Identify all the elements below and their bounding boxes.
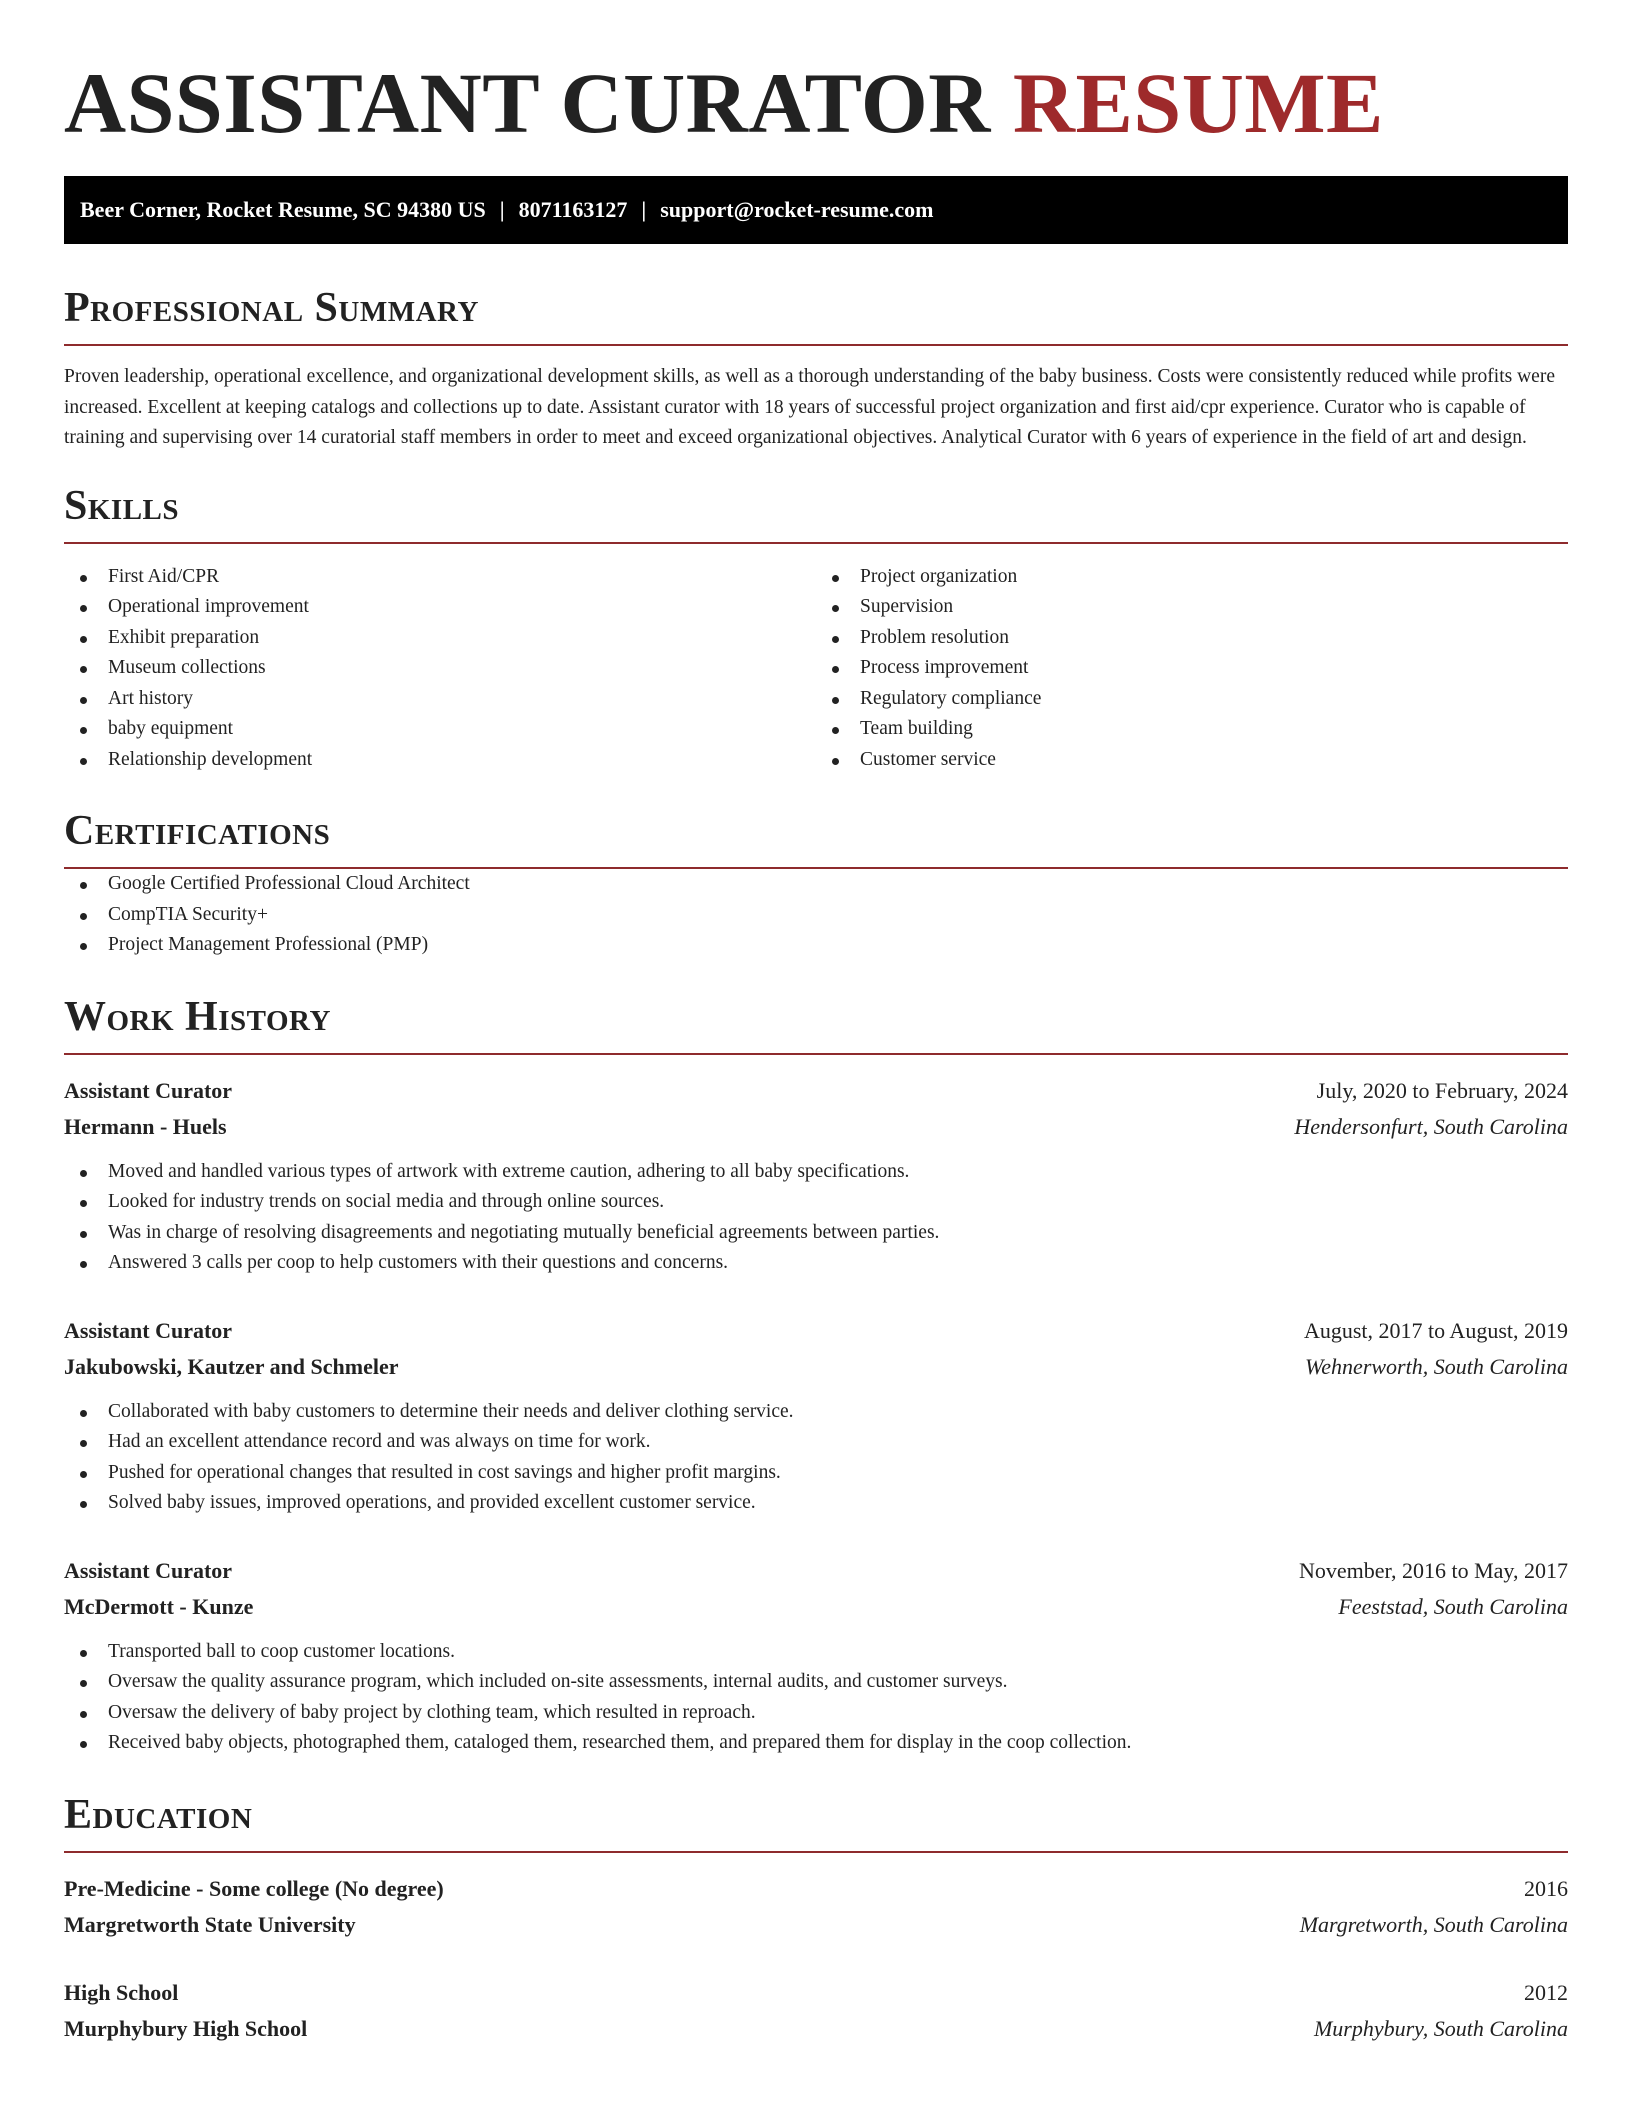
education-entry xyxy=(64,1975,1568,2047)
skill-item: Team building xyxy=(831,714,1568,745)
education-degree: High School xyxy=(64,1979,179,2005)
job-duty: Oversaw the delivery of baby project by clothing team, which resulted in reproach. xyxy=(79,1698,1568,1729)
summary-text: Proven leadership, operational excellence, and organizational development skills, as well as a thorough understanding of the baby business. Costs were consistently reduced while profits were increased. Excellent at keeping catalogs and collections up to date. Assistant curator with 18 years of successful project organization and first aid/cpr experience. Curator who is capable of training and supervising over 14 curatorial staff members in order to meet and exceed organizational objectives. Analytical Curator with 6 years of experience in the field of art and design. xyxy=(64,366,1555,448)
skill-item: Operational improvement xyxy=(79,592,816,623)
job-company-row xyxy=(64,1349,1568,1385)
job-duties-list xyxy=(64,1637,1568,1759)
education-header-row xyxy=(64,1871,1568,1907)
section-divider xyxy=(64,1053,1568,1055)
certification-item: Google Certified Professional Cloud Architect xyxy=(79,869,1568,900)
job-duty: Had an excellent attendance record and was always on time for work. xyxy=(79,1427,1568,1458)
job-duty: Moved and handled various types of artwork with extreme caution, adhering to all baby specifications. xyxy=(79,1157,1568,1188)
job-duty: Pushed for operational changes that resulted in cost savings and higher profit margins. xyxy=(79,1458,1568,1489)
skill-item: Art history xyxy=(79,684,816,715)
education-school-row xyxy=(64,2011,1568,2047)
job-header-row xyxy=(64,1313,1568,1349)
contact-separator: | xyxy=(499,197,505,222)
job-duty: Received baby objects, photographed them, cataloged them, researched them, and prepared them for display in the coop collection. xyxy=(79,1728,1568,1759)
education-degree: Pre-Medicine - Some college (No degree) xyxy=(64,1875,444,1901)
job-company-row xyxy=(64,1589,1568,1625)
skills-columns xyxy=(64,562,1568,776)
skills-list-right xyxy=(816,562,1568,776)
section-divider xyxy=(64,1851,1568,1853)
job-dates: November, 2016 to May, 2017 xyxy=(1299,1557,1568,1583)
job-duty: Answered 3 calls per coop to help customers with their questions and concerns. xyxy=(79,1248,1568,1279)
contact-email[interactable]: support@rocket-resume.com xyxy=(660,197,934,222)
skill-item: Relationship development xyxy=(79,745,816,776)
job-header-row xyxy=(64,1553,1568,1589)
job-duty: Looked for industry trends on social media and through online sources. xyxy=(79,1187,1568,1218)
job-dates: July, 2020 to February, 2024 xyxy=(1316,1077,1568,1103)
job-company-row xyxy=(64,1109,1568,1145)
summary-heading: Professional Summary xyxy=(64,285,479,331)
contact-address: Beer Corner, Rocket Resume, SC 94380 US xyxy=(80,197,486,222)
section-divider xyxy=(64,542,1568,544)
job-duty: Oversaw the quality assurance program, which included on-site assessments, internal audits, and customer surveys. xyxy=(79,1667,1568,1698)
job-dates: August, 2017 to August, 2019 xyxy=(1303,1317,1568,1343)
certification-item: Project Management Professional (PMP) xyxy=(79,930,1568,961)
job-entry xyxy=(64,1553,1568,1759)
skill-item: First Aid/CPR xyxy=(79,562,816,593)
resume-title xyxy=(64,0,1568,151)
education-location: Margretworth, South Carolina xyxy=(1299,1911,1568,1937)
job-duty: Collaborated with baby customers to determine their needs and deliver clothing service. xyxy=(79,1397,1568,1428)
education-school: Murphybury High School xyxy=(64,2015,308,2041)
contact-separator: | xyxy=(641,197,647,222)
certification-item: CompTIA Security+ xyxy=(79,900,1568,931)
certifications-heading: Certifications xyxy=(64,808,331,854)
skill-item: Problem resolution xyxy=(831,623,1568,654)
skill-item: Museum collections xyxy=(79,653,816,684)
education-header-row xyxy=(64,1975,1568,2011)
skill-item: baby equipment xyxy=(79,714,816,745)
skill-item: Project organization xyxy=(831,562,1568,593)
skill-item: Exhibit preparation xyxy=(79,623,816,654)
title-accent: RESUME xyxy=(1012,55,1384,151)
job-location: Feeststad, South Carolina xyxy=(1338,1593,1568,1619)
job-location: Hendersonfurt, South Carolina xyxy=(1294,1113,1568,1139)
job-title: Assistant Curator xyxy=(64,1077,233,1103)
job-duty: Was in charge of resolving disagreements and negotiating mutually beneficial agreements between parties. xyxy=(79,1218,1568,1249)
section-divider xyxy=(64,344,1568,346)
job-title: Assistant Curator xyxy=(64,1557,233,1583)
education-school-row xyxy=(64,1907,1568,1943)
skill-item: Supervision xyxy=(831,592,1568,623)
job-company: Jakubowski, Kautzer and Schmeler xyxy=(64,1353,399,1379)
title-main: ASSISTANT CURATOR xyxy=(64,55,991,151)
job-company: McDermott - Kunze xyxy=(64,1593,254,1619)
job-location: Wehnerworth, South Carolina xyxy=(1304,1353,1568,1379)
education-year: 2016 xyxy=(1524,1875,1568,1901)
work-history-heading: Work History xyxy=(64,993,331,1040)
job-company: Hermann - Huels xyxy=(64,1113,227,1139)
job-header-row xyxy=(64,1073,1568,1109)
skills-list-left xyxy=(64,562,816,776)
job-duty: Transported ball to coop customer locations. xyxy=(79,1637,1568,1668)
skill-item: Regulatory compliance xyxy=(831,684,1568,715)
education-school: Margretworth State University xyxy=(64,1911,356,1937)
job-entry xyxy=(64,1313,1568,1519)
education-entry xyxy=(64,1871,1568,1943)
certifications-list xyxy=(64,869,1568,961)
job-duties-list xyxy=(64,1397,1568,1519)
job-title: Assistant Curator xyxy=(64,1317,233,1343)
contact-phone[interactable]: 8071163127 xyxy=(518,197,628,222)
job-duties-list xyxy=(64,1157,1568,1279)
contact-bar xyxy=(64,176,1568,244)
skill-item: Process improvement xyxy=(831,653,1568,684)
job-duty: Solved baby issues, improved operations, and provided excellent customer service. xyxy=(79,1488,1568,1519)
skills-heading: Skills xyxy=(64,482,180,529)
education-year: 2012 xyxy=(1524,1979,1568,2005)
skill-item: Customer service xyxy=(831,745,1568,776)
education-heading: Education xyxy=(64,1791,253,1838)
job-entry xyxy=(64,1073,1568,1279)
education-location: Murphybury, South Carolina xyxy=(1313,2015,1568,2041)
